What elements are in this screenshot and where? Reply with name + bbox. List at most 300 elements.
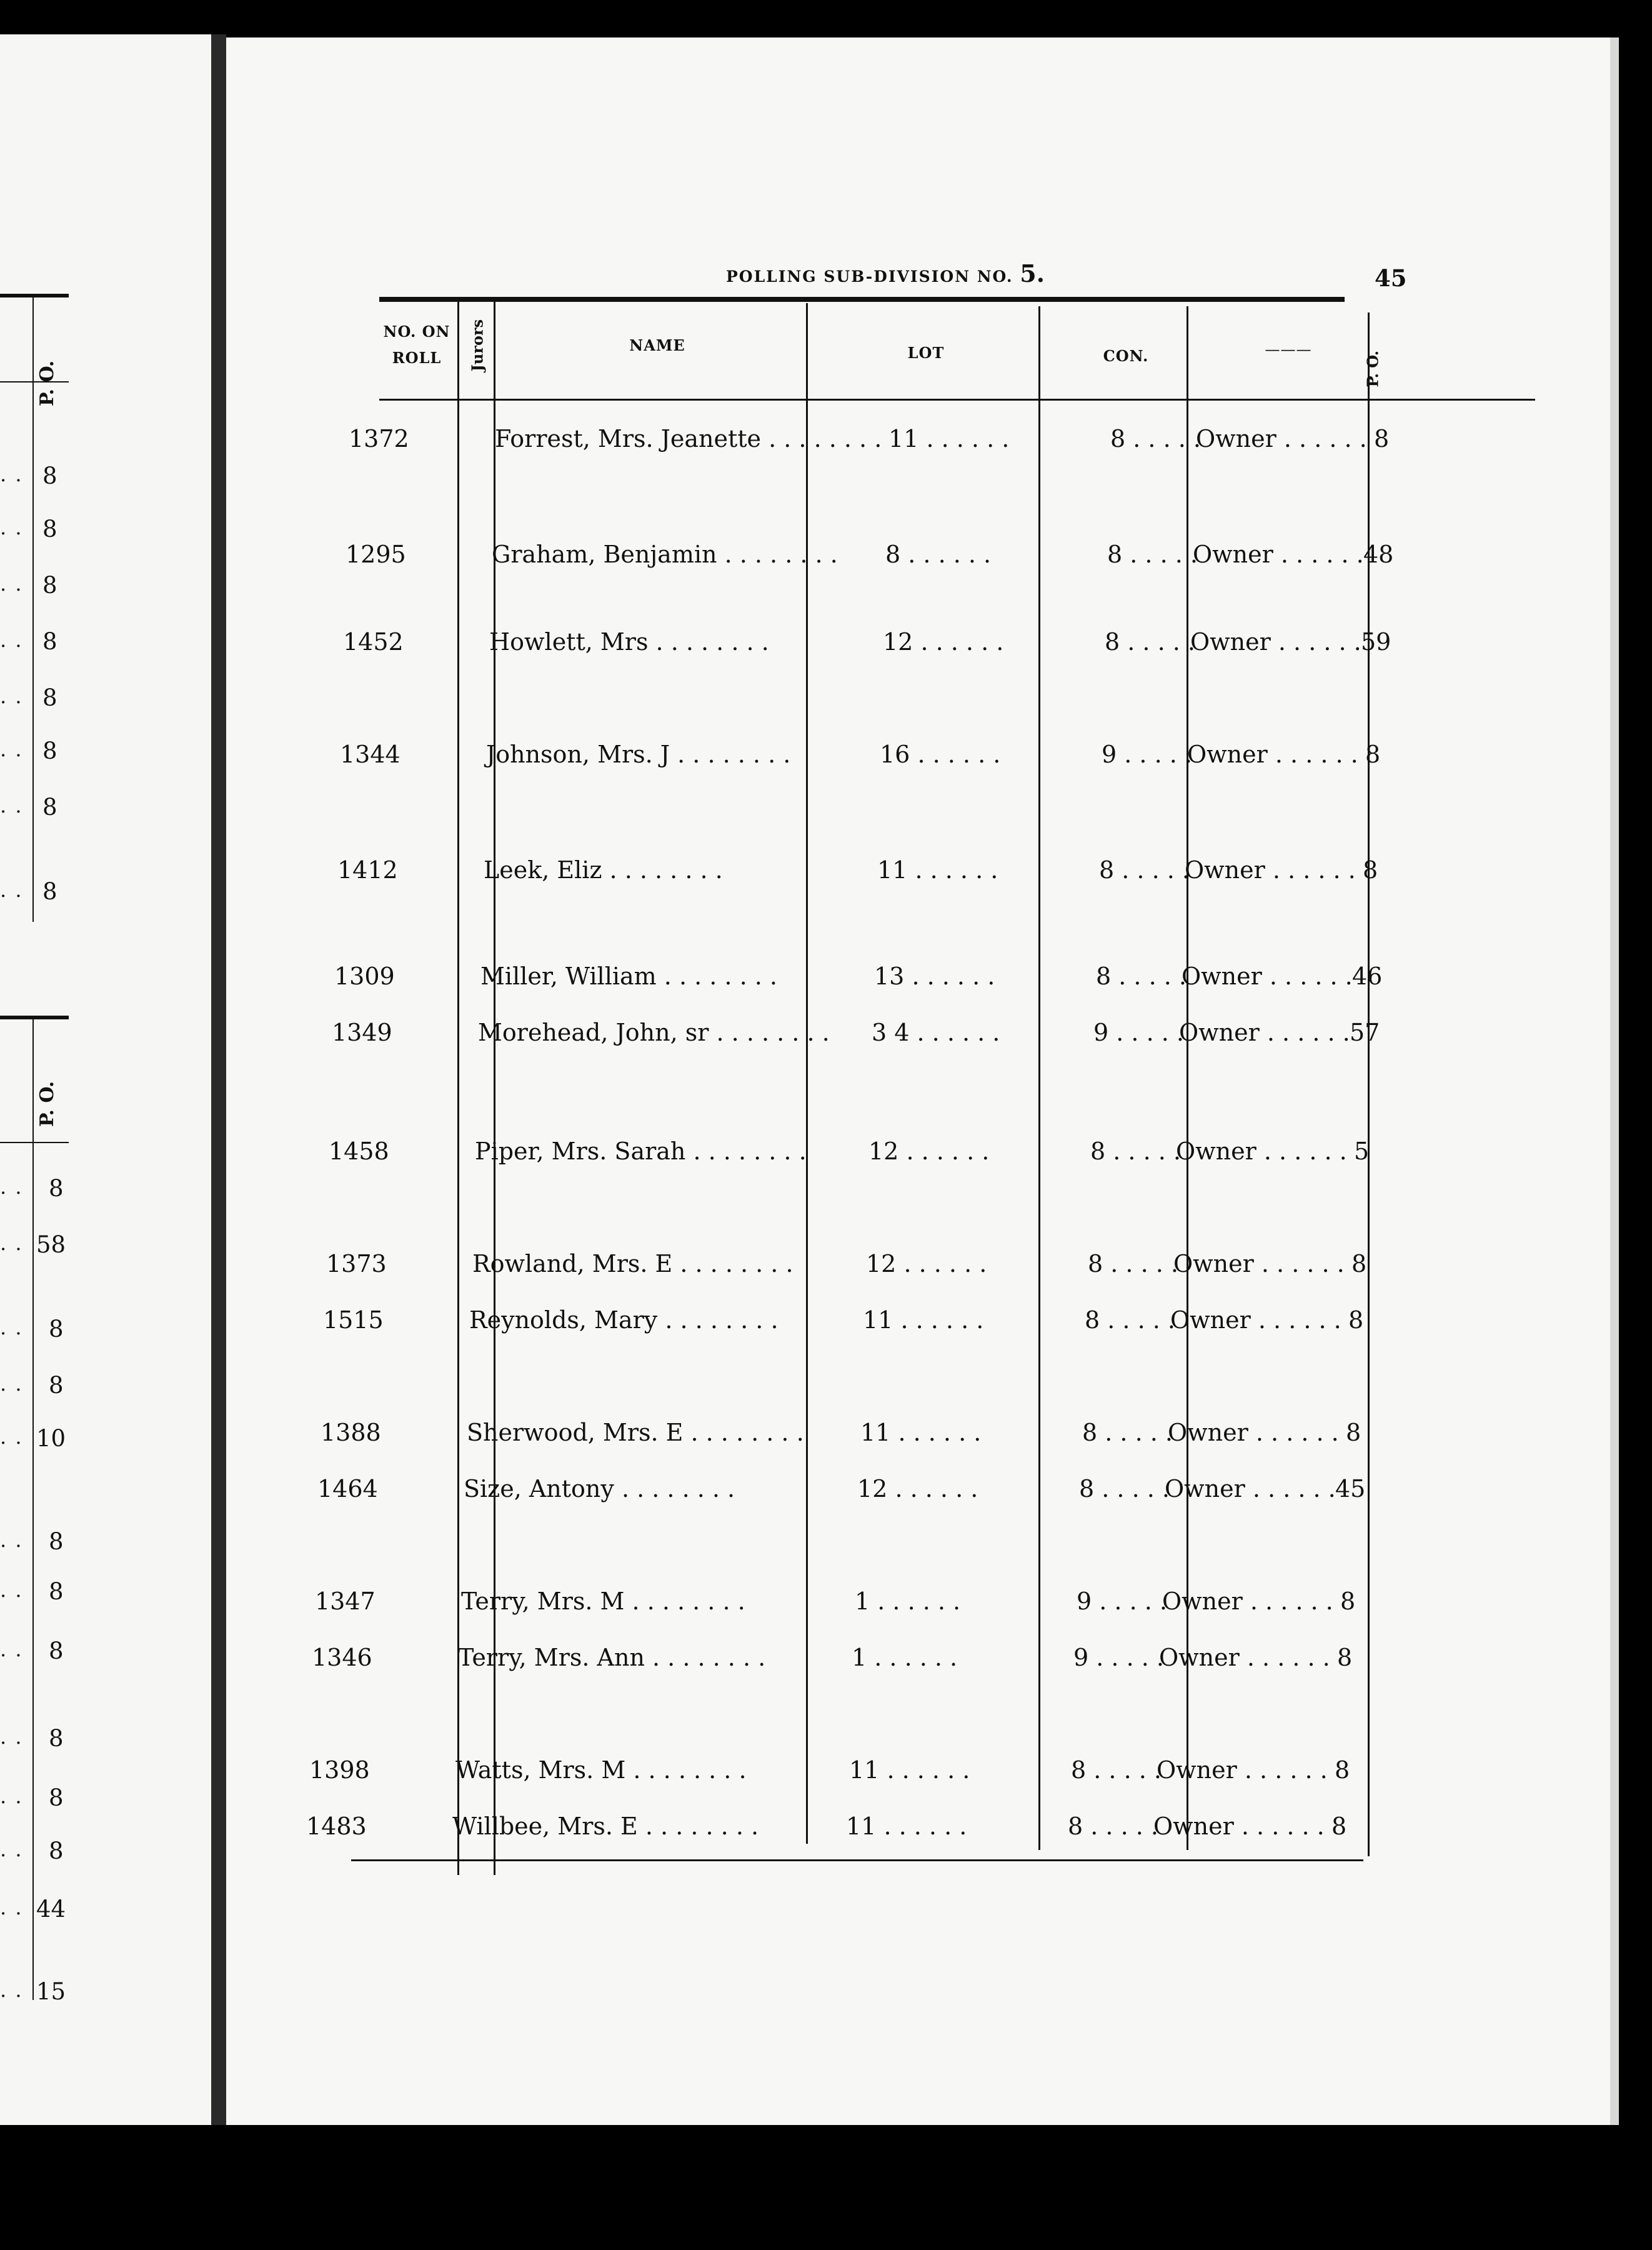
roll-number-cell [337,856,398,884]
post-office-number: 46 [1352,962,1383,990]
leader-dots: . . . . . . . . [614,1475,735,1502]
leader-dots: . . . . . [1114,856,1190,884]
status-cell [1162,1588,1333,1615]
post-office-number-cell [1348,1306,1363,1334]
status: Owner [1173,1250,1254,1278]
right-page [226,38,1619,2125]
roll-number: 1346 [312,1644,372,1671]
left-page-fragment [0,34,211,2125]
roll-number-cell [334,962,395,990]
roll-number-cell [323,1306,384,1334]
left-leader-dots: . . [0,1231,23,1255]
leader-dots: . . . . . . [1261,962,1353,990]
elector-name: Johnson, Mrs. J [486,741,670,768]
leader-dots: . . . . . [1083,1812,1158,1840]
roll-number-cell [346,541,406,568]
table-row [226,1250,1610,1284]
concession-number: 8 [1090,1138,1106,1165]
leader-dots: . . . . . . [1253,1250,1345,1278]
left-leader-dots: . . [0,1316,23,1339]
leader-dots: . . . . . . [913,628,1004,656]
concession-number: 8 [1096,962,1112,990]
post-office-number: 8 [1340,1588,1356,1615]
lot-number: 12 [883,628,913,656]
status-cell [1193,541,1364,568]
jurors-left-rule [457,300,459,1875]
post-office-number-cell [1374,425,1389,452]
leader-dots: . . . . . . [898,1138,990,1165]
elector-name-cell [458,1644,765,1671]
leader-dots: . . . . . . . . [624,1588,745,1615]
left-leader-dots: . . [0,572,23,596]
header-con: CON. [1103,347,1149,365]
left-po-value: 8 [49,1372,64,1399]
leader-dots: . . . . . [1108,1019,1184,1046]
leader-dots: . . . . . . . . [657,1306,779,1334]
roll-number: 1295 [346,541,406,568]
leader-dots: . . . . . . [904,962,995,990]
leader-dots: . . . . . . . . [656,962,777,990]
elector-name: Morehead, John, sr [478,1019,709,1046]
status: Owner [1196,425,1276,452]
elector-name: Watts, Mrs. M [455,1756,626,1784]
post-office-number-cell [1350,1019,1380,1046]
left-po-value: 8 [42,878,57,905]
post-office-number: 8 [1331,1812,1347,1840]
roll-number: 1412 [337,856,398,884]
table-header-rule [379,399,1535,401]
lot-number: 11 [849,1756,880,1784]
table-top-rule [379,297,1345,302]
table-row [226,1138,1610,1172]
post-office-number: 8 [1346,1419,1361,1446]
status: Owner [1168,1419,1248,1446]
post-office-number-cell [1365,741,1380,768]
leader-dots: . . . . . . [896,1250,987,1278]
leader-dots: . . . . . [1086,1756,1162,1784]
leader-dots: . . . . . . [900,541,992,568]
table-row [226,1475,1610,1509]
left-po-value: 8 [49,1725,64,1752]
post-office-number: 57 [1350,1019,1380,1046]
left-page-mid-rule [0,1016,69,1019]
post-office-number-cell [1351,1250,1366,1278]
concession-number-cell [1079,1475,1170,1502]
running-head-text: POLLING SUB-DIVISION NO. [726,268,1013,286]
roll-number: 1464 [317,1475,378,1502]
roll-number: 1349 [332,1019,392,1046]
left-po-value: 8 [49,1638,64,1664]
left-leader-dots: . . [0,794,23,818]
leader-dots: . . . . . . [887,1475,978,1502]
roll-number: 1373 [326,1250,387,1278]
elector-name: Rowland, Mrs. E [472,1250,673,1278]
left-leader-dots: . . [0,462,23,486]
status-cell [1157,1756,1328,1784]
lot-number-cell [846,1812,967,1840]
status-cell [1159,1644,1330,1671]
left-leader-dots: . . [0,1528,23,1552]
status: Owner [1176,1138,1256,1165]
elector-name: Miller, William [480,962,657,990]
elector-name-cell [492,541,838,568]
left-po-value: 15 [36,1978,66,2005]
elector-name-cell [480,962,777,990]
table-row [226,1644,1610,1678]
elector-name-cell [467,1419,804,1446]
status: Owner [1187,741,1268,768]
leader-dots: . . . . . . . . [602,856,723,884]
left-page-header-rule [0,381,69,382]
leader-dots: . . . . . . [1273,541,1364,568]
header-blank: ——— [1265,341,1312,358]
concession-number-cell [1090,1138,1181,1165]
header-po: P. O. [1363,350,1382,388]
elector-name-cell [486,741,790,768]
concession-number: 8 [1085,1306,1100,1334]
elector-name: Reynolds, Mary [469,1306,658,1334]
lot-number: 1 [855,1588,870,1615]
lot-number: 12 [857,1475,888,1502]
leader-dots: . . . . . . [1265,856,1356,884]
post-office-number: 8 [1363,856,1378,884]
table-row [226,1419,1610,1453]
elector-name: Terry, Mrs. M [461,1588,625,1615]
elector-name-cell [475,1138,807,1165]
roll-number: 1452 [343,628,404,656]
concession-number-cell [1068,1812,1158,1840]
concession-number-cell [1088,1250,1178,1278]
status: Owner [1185,856,1265,884]
left-po-value: 8 [49,1528,64,1555]
table-row [226,1019,1610,1053]
leader-dots: . . . . . [1088,1644,1164,1671]
left-po-value: 8 [42,684,57,711]
left-po-value: 8 [49,1175,64,1202]
roll-number: 1458 [329,1138,389,1165]
left-po-value: 8 [42,516,57,542]
lot-number-cell [880,741,1000,768]
status-cell [1170,1306,1341,1334]
lot-number: 13 [874,962,905,990]
leader-dots: . . . . . . [1267,741,1358,768]
page-number: 45 [1375,264,1407,292]
leader-dots: . . . . . . [890,1419,982,1446]
roll-number-cell [329,1138,389,1165]
status: Owner [1159,1644,1240,1671]
elector-name: Piper, Mrs. Sarah [475,1138,686,1165]
roll-number-cell [332,1019,392,1046]
leader-dots: . . . . . [1105,1138,1181,1165]
roll-number-cell [326,1250,387,1278]
leader-dots: . . . . . . . . [672,1250,794,1278]
lot-number: 12 [868,1138,899,1165]
left-po-value: 8 [42,794,57,821]
concession-number: 8 [1105,628,1120,656]
roll-number: 1388 [321,1419,381,1446]
left-po-value: 10 [36,1425,66,1452]
concession-number-cell [1107,541,1198,568]
concession-number-cell [1099,856,1190,884]
running-head [726,259,1045,288]
roll-number-cell [321,1419,381,1446]
leader-dots: . . . . . . [1256,1138,1347,1165]
lot-number-cell [849,1756,970,1784]
post-office-number-cell [1363,541,1393,568]
concession-number: 8 [1079,1475,1095,1502]
status-cell [1196,425,1367,452]
left-page-header-rule-2 [0,1142,69,1143]
lot-number: 1 [852,1644,867,1671]
leader-dots: . . . . . . [1242,1588,1333,1615]
status: Owner [1157,1756,1237,1784]
post-office-number-cell [1331,1812,1346,1840]
leader-dots: . . . . . [1122,541,1198,568]
leader-dots: . . . . . . [1245,1475,1336,1502]
lot-number-cell [866,1250,987,1278]
left-po-header-top: P. O. [36,360,58,406]
concession-number-cell [1073,1644,1164,1671]
roll-number-cell [312,1644,372,1671]
left-page-column-rule-2 [32,1019,34,2000]
roll-number-cell [306,1812,367,1840]
status-cell [1190,628,1361,656]
table-row [226,425,1610,459]
post-office-number-cell [1361,628,1391,656]
elector-name-cell [455,1756,747,1784]
header-lot: LOT [907,344,945,362]
concession-number-cell [1085,1306,1175,1334]
jurors-right-rule [494,300,495,1875]
elector-name: Forrest, Mrs. Jeanette [495,425,762,452]
concession-number: 8 [1110,425,1126,452]
concession-number: 8 [1099,856,1115,884]
lot-number-cell [888,425,1009,452]
roll-number-cell [349,425,409,452]
header-name: NAME [629,336,685,354]
concession-number: 8 [1082,1419,1098,1446]
post-office-number-cell [1335,1475,1365,1502]
post-office-number: 8 [1337,1644,1353,1671]
lot-number-cell [860,1419,981,1446]
concession-number-cell [1105,628,1195,656]
left-leader-dots: . . [0,1784,23,1808]
leader-dots: . . . . . . . . [761,425,882,452]
post-office-number: 59 [1361,628,1391,656]
leader-dots: . . . . . . . . [670,741,791,768]
table-row [226,541,1610,575]
table-row [226,1306,1610,1341]
left-po-header-bottom: P. O. [36,1081,58,1127]
post-office-number: 45 [1335,1475,1366,1502]
leader-dots: . . . . . [1097,1419,1173,1446]
left-po-value: 44 [36,1896,66,1922]
left-leader-dots: . . [0,1838,23,1861]
roll-number: 1515 [323,1306,384,1334]
table-row [226,628,1610,662]
elector-name-cell [472,1250,794,1278]
concession-number: 8 [1107,541,1123,568]
left-leader-dots: . . [0,1578,23,1602]
leader-dots: . . . . . . . . [709,1019,830,1046]
concession-number: 9 [1093,1019,1109,1046]
left-po-value: 8 [49,1838,64,1864]
left-leader-dots: . . [0,878,23,902]
leader-dots: . . . . . . [893,1306,984,1334]
status: Owner [1179,1019,1260,1046]
leader-dots: . . . . . . [909,1019,1000,1046]
lot-number-cell [872,1019,1000,1046]
concession-number: 8 [1071,1756,1087,1784]
concession-number-cell [1096,962,1187,990]
left-leader-dots: . . [0,738,23,761]
lot-number-cell [863,1306,983,1334]
lot-number: 11 [846,1812,877,1840]
table-bottom-rule [351,1859,1363,1861]
left-leader-dots: . . [0,1372,23,1396]
lot-number: 12 [866,1250,897,1278]
status: Owner [1182,962,1262,990]
leader-dots: . . . . . . [1270,628,1361,656]
roll-number: 1372 [349,425,409,452]
table-row [226,1812,1610,1847]
running-head-number: 5. [1020,259,1045,288]
leader-dots: . . . . . [1120,628,1195,656]
concession-number-cell [1082,1419,1173,1446]
post-office-number: 8 [1348,1306,1364,1334]
leader-dots: . . . . . . . . [685,1138,807,1165]
left-leader-dots: . . [0,1425,23,1449]
left-leader-dots: . . [0,1638,23,1661]
status-cell [1176,1138,1347,1165]
elector-name-cell [495,425,882,452]
lot-number-cell [885,541,991,568]
roll-number-cell [317,1475,378,1502]
post-office-number-cell [1340,1588,1355,1615]
left-po-value: 8 [42,628,57,655]
lot-number-cell [874,962,995,990]
leader-dots: . . . . . . [1248,1419,1339,1446]
post-office-number-cell [1354,1138,1369,1165]
table-row [226,962,1610,997]
post-office-number: 8 [1335,1756,1350,1784]
leader-dots: . . . . . . [876,1812,967,1840]
table-row [226,1588,1610,1622]
lot-number-cell [857,1475,978,1502]
roll-number: 1347 [315,1588,376,1615]
status: Owner [1193,541,1273,568]
leader-dots: . . . . . . [1237,1756,1328,1784]
status: Owner [1162,1588,1243,1615]
left-leader-dots: . . [0,1896,23,1919]
post-office-number: 8 [1365,741,1381,768]
elector-name: Graham, Benjamin [492,541,717,568]
lot-number: 11 [888,425,919,452]
left-leader-dots: . . [0,1978,23,2002]
status-cell [1187,741,1358,768]
status: Owner [1190,628,1271,656]
leader-dots: . . . . . [1117,741,1192,768]
leader-dots: . . . . . [1111,962,1187,990]
concession-number: 9 [1073,1644,1089,1671]
status-cell [1168,1419,1339,1446]
post-office-number-cell [1335,1756,1350,1784]
post-office-number-cell [1337,1644,1352,1671]
leader-dots: . . . . . . [1259,1019,1350,1046]
leader-dots: . . . . . . [1276,425,1367,452]
elector-name: Terry, Mrs. Ann [458,1644,645,1671]
concession-number: 9 [1077,1588,1092,1615]
leader-dots: . . . . . . [870,1588,961,1615]
post-office-number-cell [1363,856,1378,884]
elector-name-cell [469,1306,779,1334]
status-cell [1182,962,1353,990]
leader-dots: . . . . . . [907,856,998,884]
leader-dots: . . . . . [1125,425,1201,452]
left-leader-dots: . . [0,516,23,539]
leader-dots: . . . . . . . . [683,1419,804,1446]
lot-number: 11 [863,1306,893,1334]
elector-name: Leek, Eliz [484,856,602,884]
elector-name-cell [484,856,723,884]
book-gutter [211,34,226,2125]
lot-number: 11 [860,1419,891,1446]
leader-dots: . . . . . . [1233,1812,1325,1840]
leader-dots: . . . . . . [1250,1306,1341,1334]
elector-name: Willbee, Mrs. E [452,1812,638,1840]
left-leader-dots: . . [0,1175,23,1199]
table-row [226,856,1610,891]
concession-number-cell [1093,1019,1184,1046]
post-office-number: 8 [1374,425,1390,452]
lot-number-cell [852,1644,957,1671]
elector-name: Howlett, Mrs [489,628,649,656]
post-office-number: 5 [1354,1138,1370,1165]
lot-number: 8 [885,541,901,568]
left-page-top-rule [0,294,69,298]
status-cell [1179,1019,1350,1046]
concession-number-cell [1071,1756,1162,1784]
roll-number-cell [309,1756,370,1784]
elector-name: Size, Antony [464,1475,614,1502]
roll-number: 1309 [334,962,395,990]
status-cell [1185,856,1356,884]
header-no-on-roll-label: NO. ON ROLL [383,322,450,367]
roll-number-cell [315,1588,376,1615]
lot-number-cell [877,856,998,884]
concession-number-cell [1077,1588,1167,1615]
status-cell [1173,1250,1345,1278]
left-po-value: 8 [42,462,57,489]
leader-dots: . . . . . . [910,741,1001,768]
lot-number-cell [868,1138,989,1165]
left-page-column-rule [32,297,34,922]
leader-dots: . . . . . [1103,1250,1178,1278]
lot-number: 16 [880,741,910,768]
status-cell [1153,1812,1325,1840]
left-leader-dots: . . [0,684,23,708]
leader-dots: . . . . . . [918,425,1010,452]
header-no-on-roll [370,319,464,371]
table-row [226,741,1610,775]
post-office-number: 48 [1363,541,1394,568]
elector-name-cell [461,1588,745,1615]
table-row [226,1756,1610,1791]
status: Owner [1153,1812,1234,1840]
status-cell [1165,1475,1336,1502]
elector-name-cell [452,1812,759,1840]
post-office-number-cell [1346,1419,1361,1446]
